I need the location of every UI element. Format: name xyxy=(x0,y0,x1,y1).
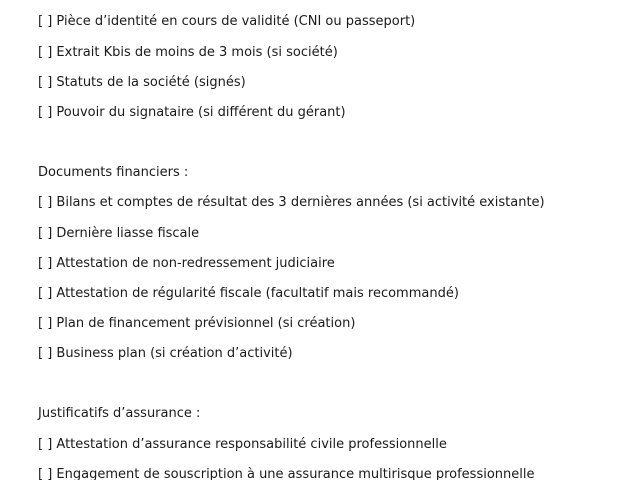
checklist-item: [ ] Dernière liasse fiscale xyxy=(38,226,200,241)
checklist-item: [ ] Pièce d’identité en cours de validité (CNI ou passeport) xyxy=(38,14,416,29)
checklist-item: [ ] Engagement de souscription à une assurance multirisque professionnelle xyxy=(38,467,535,480)
checklist-item: [ ] Attestation de régularité fiscale (facultatif mais recommandé) xyxy=(38,286,459,301)
checklist-item: [ ] Pouvoir du signataire (si différent du gérant) xyxy=(38,105,346,120)
checklist-item: [ ] Business plan (si création d’activité) xyxy=(38,346,293,361)
checklist-item: [ ] Statuts de la société (signés) xyxy=(38,75,246,90)
checklist-item: [ ] Plan de financement prévisionnel (si création) xyxy=(38,316,356,331)
checklist-item: [ ] Extrait Kbis de moins de 3 mois (si société) xyxy=(38,45,338,60)
section-heading-insurance: Justificatifs d’assurance : xyxy=(38,406,201,421)
checklist-item: [ ] Attestation de non-redressement judiciaire xyxy=(38,256,335,271)
checklist-item: [ ] Bilans et comptes de résultat des 3 dernières années (si activité existante) xyxy=(38,195,545,210)
checklist-item: [ ] Attestation d’assurance responsabilité civile professionnelle xyxy=(38,437,447,452)
section-heading-financial: Documents financiers : xyxy=(38,165,189,180)
